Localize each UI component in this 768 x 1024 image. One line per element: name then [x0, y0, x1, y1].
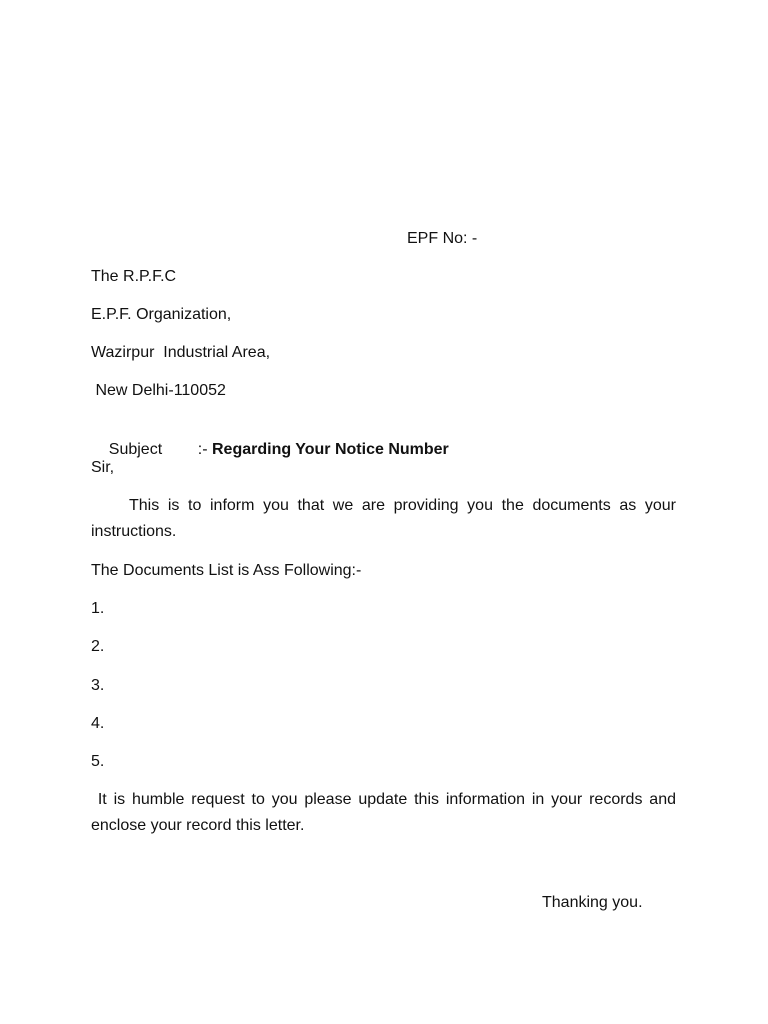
subject-text: Regarding Your Notice Number: [212, 441, 449, 458]
request-paragraph: It is humble request to you please update this information in your records and enclose your record this letter.: [91, 791, 681, 834]
documents-intro: The Documents List is Ass Following:-: [91, 562, 362, 579]
documents-list-item: 2.: [91, 638, 105, 655]
subject-separator: :-: [197, 441, 212, 458]
documents-list-item: 5.: [91, 753, 105, 770]
recipient-line-1: The R.P.F.C: [91, 268, 177, 285]
epf-number-line: EPF No: -: [407, 230, 478, 247]
recipient-line-3: Wazirpur Industrial Area,: [91, 344, 271, 361]
salutation: Sir,: [91, 459, 115, 476]
subject-row: [91, 420, 449, 480]
recipient-line-2: E.P.F. Organization,: [91, 306, 232, 323]
body-paragraph: This is to inform you that we are providing you the documents as your instructions.: [91, 497, 676, 540]
subject-label: Subject: [108, 441, 163, 458]
documents-list-item: 4.: [91, 715, 105, 732]
recipient-line-4: New Delhi-110052: [91, 382, 226, 399]
documents-list-item: 1.: [91, 600, 105, 617]
documents-list-item: 3.: [91, 677, 105, 694]
closing-line: Thanking you.: [542, 894, 643, 911]
